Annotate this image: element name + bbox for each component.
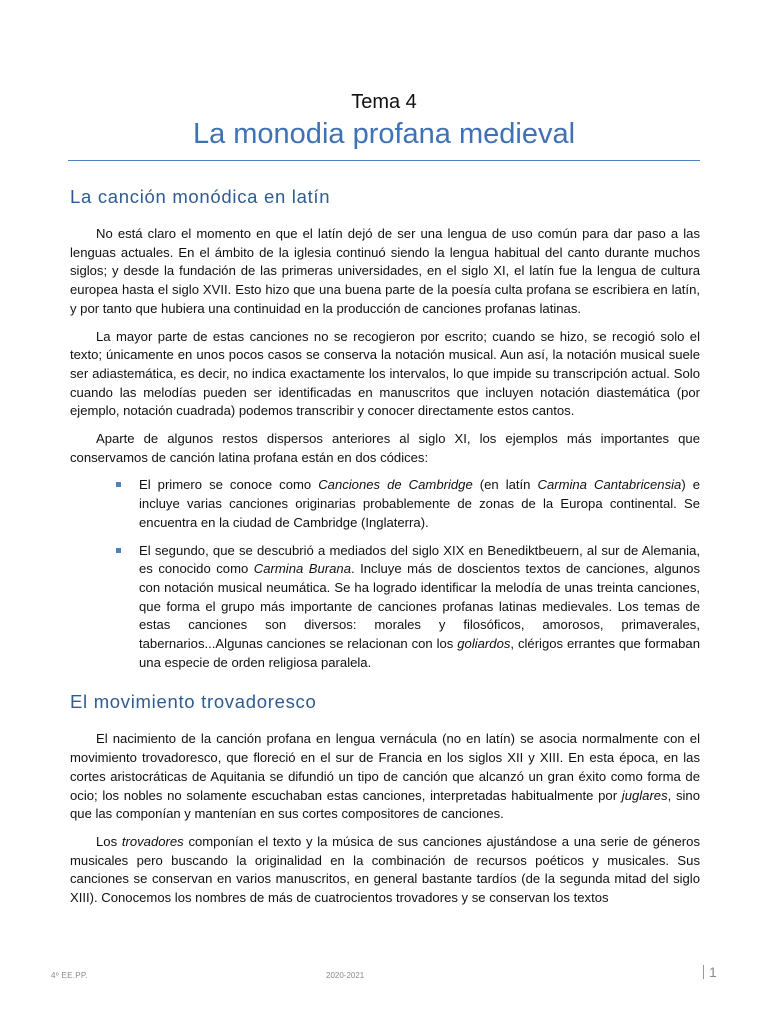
codices-list <box>70 476 700 672</box>
section-heading-latin-song: La canción monódica en latín <box>70 186 331 207</box>
paragraph: El nacimiento de la canción profana en lengua vernácula (no en latín) se asocia normalmente con el movimiento trovadoresco, que floreció en el sur de Francia en los siglos XII y XIII. En esta época, en las cortes aristocráticas de Aquitania se difundió un tipo de canción que alcanzó un gran éxito como forma de ocio; los nobles no solamente escuchaban estas canciones, interpretadas habitualmente por juglares, sino que las componían y mantenían en sus cortes compositores de canciones. <box>70 731 700 822</box>
paragraph: No está claro el momento en que el latín dejó de ser una lengua de uso común para dar paso a las lenguas actuales. En el ámbito de la iglesia continuó siendo la lengua habitual del canto durante muchos siglos; y desde la fundación de las primeras universidades, en el siglo XI, el latín fue la lengua de cultura europea hasta el siglo XVII. Esto hizo que una buena parte de la poesía culta profana se escribiera en latín, y por tanto que hubiera una continuidad en la producción de canciones profanas latinas. <box>70 226 700 316</box>
square-bullet-icon <box>116 548 121 553</box>
list-item: El segundo, que se descubrió a mediados del siglo XIX en Benediktbeuern, al sur de Alemania, es conocido como Carmina Burana. Incluye más de doscientos textos de canciones, algunos con notación musical neumática. Se ha logrado identificar la melodía de unas treinta canciones, que forma el grupo más importante de canciones profanas latinas medievales. Los temas de estas canciones son diversos: morales y filosóficos, amorosos, primaverales, tabernarios...Algunas canciones se relacionan con los goliardos, clérigos errantes que formaban una especie de orden religiosa paralela. <box>114 542 700 673</box>
document-title: La monodia profana medieval <box>192 118 576 150</box>
list-item: El primero se conoce como Canciones de Cambridge (en latín Carmina Cantabricensia) e incluye varias canciones originarias probablemente de zonas de la Europa continental. Se encuentra en la ciudad de Cambridge (Inglaterra). <box>114 476 700 532</box>
paragraph: La mayor parte de estas canciones no se recogieron por escrito; cuando se hizo, se recogió solo el texto; únicamente en unos pocos casos se conserva la notación musical. Aun así, la notación musical suele ser adiastemática, es decir, no indica exactamente los intervalos, lo que impide su transcripción actual. Solo cuando las melodías pueden ser identificadas en manuscritos que incluyen notación diastemática (por ejemplo, notación cuadrada) podemos transcribir y conocer directamente estos cantos. <box>70 328 700 419</box>
page-number: 1 <box>703 964 717 980</box>
page-number-divider <box>703 965 704 979</box>
page-footer <box>0 966 768 990</box>
section-heading-troubadour: El movimiento trovadoresco <box>70 691 317 713</box>
footer-year: 2020-2021 <box>326 971 365 980</box>
footer-course: 4º EE.PP. <box>51 971 89 980</box>
title-divider <box>68 160 700 161</box>
document-subtitle: Tema 4 <box>351 91 417 113</box>
square-bullet-icon <box>116 482 121 487</box>
document-header <box>68 88 700 152</box>
paragraph: Los trovadores componían el texto y la música de sus canciones ajustándose a una serie de géneros musicales pero buscando la originalidad en la combinación de recursos poéticos y musicales. Sus canciones se conservan en varios manuscritos, en general bastante tardíos (de la segunda mitad del siglo XIII). Conocemos los nombres de más de cuatrocientos trovadores y se conservan los textos <box>70 833 700 906</box>
document-body <box>70 185 700 917</box>
paragraph: Aparte de algunos restos dispersos anteriores al siglo XI, los ejemplos más importantes que conservamos de canción latina profana están en dos códices: <box>70 431 700 465</box>
